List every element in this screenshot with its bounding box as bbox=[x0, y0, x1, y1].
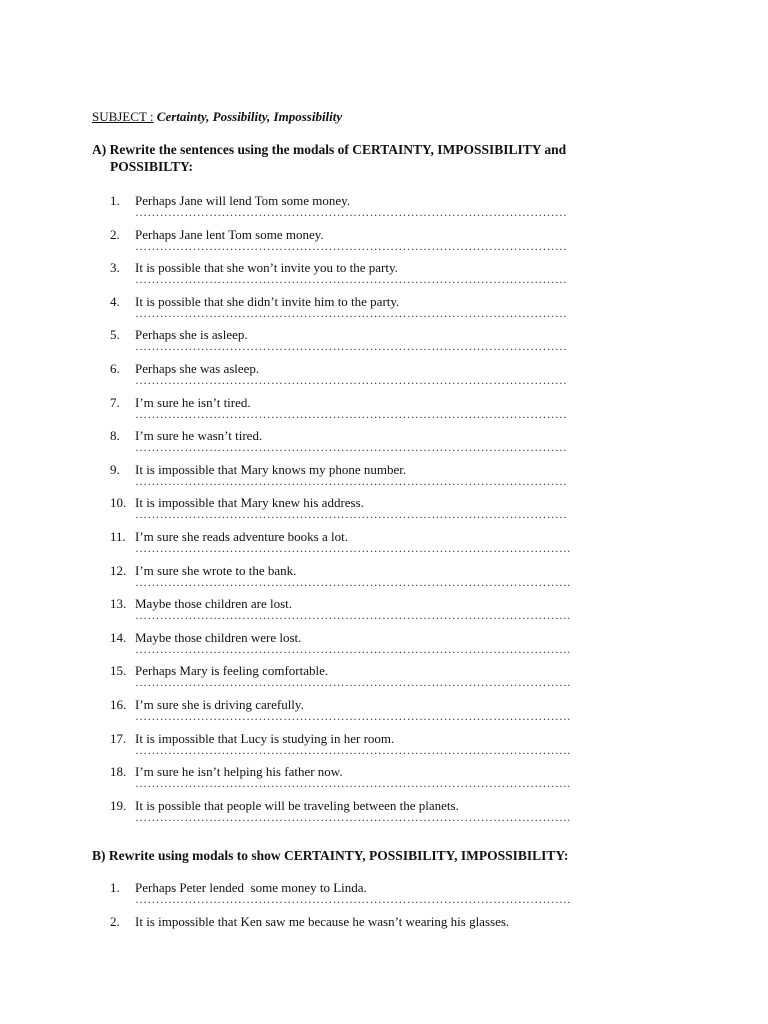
answer-dotted-line[interactable]: …………………………………………………………………………………………… bbox=[135, 305, 568, 320]
section-a-exercise-list bbox=[110, 192, 650, 830]
subject-value: Certainty, Possibility, Impossibility bbox=[156, 109, 343, 124]
answer-dotted-line[interactable]: ……………………………………………………………………………………………. bbox=[135, 540, 571, 555]
item-sentence: Perhaps she was asleep. bbox=[135, 360, 260, 376]
item-sentence: Maybe those children are lost. bbox=[135, 596, 293, 612]
answer-dotted-line[interactable]: ……………………………………………………………………………………………. bbox=[135, 608, 571, 623]
item-number: 19. bbox=[110, 797, 127, 813]
item-sentence: Perhaps she is asleep. bbox=[135, 327, 248, 343]
exercise-item bbox=[110, 192, 650, 226]
answer-dotted-line[interactable]: …………………………………………………………………………………………… bbox=[135, 339, 568, 354]
section-b-heading: B) Rewrite using modals to show CERTAINTY, POSSIBILITY, IMPOSSIBILITY: bbox=[92, 848, 569, 863]
item-sentence: I’m sure he isn’t tired. bbox=[135, 394, 251, 410]
item-number: 14. bbox=[110, 629, 127, 645]
item-number: 16. bbox=[110, 696, 127, 712]
answer-dotted-line[interactable]: …………………………………………………………………………………………… bbox=[135, 507, 568, 522]
item-sentence: It is impossible that Mary knows my phone number. bbox=[135, 461, 407, 477]
item-sentence: I’m sure she reads adventure books a lot. bbox=[135, 528, 348, 544]
exercise-item bbox=[110, 494, 650, 528]
item-sentence: It is possible that she won’t invite you to the party. bbox=[135, 260, 398, 276]
item-sentence: I’m sure she is driving carefully. bbox=[135, 696, 304, 712]
answer-dotted-line[interactable]: …………………………………………………………………………………………… bbox=[135, 205, 568, 219]
item-number: 3. bbox=[110, 260, 120, 276]
exercise-item bbox=[110, 394, 650, 428]
section-a-heading: A) Rewrite the sentences using the modals of CERTAINTY, IMPOSSIBILITY and bbox=[92, 142, 567, 157]
answer-dotted-line[interactable]: …………………………………………………………………………………………… bbox=[135, 440, 568, 455]
item-number: 8. bbox=[110, 428, 120, 444]
section-b-exercise-list bbox=[110, 879, 650, 946]
exercise-item bbox=[110, 326, 650, 360]
item-number: 15. bbox=[110, 663, 127, 679]
item-sentence: Perhaps Jane will lend Tom some money. bbox=[135, 193, 351, 208]
item-number: 2. bbox=[110, 913, 120, 929]
item-sentence: I’m sure she wrote to the bank. bbox=[135, 562, 297, 578]
item-sentence: It is impossible that Mary knew his address. bbox=[135, 495, 364, 511]
item-number: 6. bbox=[110, 360, 120, 376]
item-number: 13. bbox=[110, 596, 127, 612]
exercise-item bbox=[110, 562, 650, 596]
answer-dotted-line[interactable]: ……………………………………………………………………………………………. bbox=[135, 641, 571, 656]
answer-dotted-line[interactable]: ……………………………………………………………………………………………. bbox=[135, 776, 571, 791]
item-sentence: Perhaps Jane lent Tom some money. bbox=[135, 226, 324, 242]
exercise-item bbox=[110, 662, 650, 696]
answer-dotted-line[interactable]: ……………………………………………………………………………………………. bbox=[135, 708, 571, 723]
answer-dotted-line[interactable]: ……………………………………………………………………………………………. bbox=[135, 742, 571, 757]
exercise-item bbox=[110, 360, 650, 394]
exercise-item bbox=[110, 461, 650, 495]
item-number: 11. bbox=[110, 528, 126, 544]
item-sentence: It is possible that people will be traveling between the planets. bbox=[135, 797, 459, 813]
exercise-item bbox=[110, 259, 650, 293]
answer-dotted-line[interactable]: ……………………………………………………………………………………………. bbox=[135, 892, 571, 906]
item-sentence: Maybe those children were lost. bbox=[135, 629, 302, 645]
subject-line bbox=[92, 108, 342, 126]
item-sentence: Perhaps Peter lended some money to Linda. bbox=[135, 880, 367, 895]
exercise-item bbox=[110, 797, 650, 831]
subject-label: SUBJECT : bbox=[92, 109, 154, 124]
item-number: 1. bbox=[110, 880, 120, 895]
exercise-item bbox=[110, 427, 650, 461]
item-number: 4. bbox=[110, 293, 120, 309]
exercise-item bbox=[110, 879, 650, 913]
exercise-item bbox=[110, 226, 650, 260]
item-sentence: It is impossible that Lucy is studying in her room. bbox=[135, 730, 395, 746]
item-number: 18. bbox=[110, 764, 127, 780]
item-sentence: Perhaps Mary is feeling comfortable. bbox=[135, 663, 329, 679]
item-number: 9. bbox=[110, 461, 120, 477]
answer-dotted-line[interactable]: ……………………………………………………………………………………………. bbox=[135, 574, 571, 589]
item-number: 17. bbox=[110, 730, 127, 746]
exercise-item bbox=[110, 913, 650, 947]
item-sentence: It is impossible that Ken saw me because he wasn’t wearing his glasses. bbox=[135, 913, 510, 929]
item-number: 5. bbox=[110, 327, 120, 343]
exercise-item bbox=[110, 629, 650, 663]
item-sentence: I’m sure he isn’t helping his father now. bbox=[135, 764, 343, 780]
exercise-item bbox=[110, 293, 650, 327]
item-number: 2. bbox=[110, 226, 120, 242]
item-number: 10. bbox=[110, 495, 127, 511]
answer-dotted-line[interactable]: …………………………………………………………………………………………… bbox=[135, 406, 568, 421]
answer-dotted-line[interactable]: …………………………………………………………………………………………… bbox=[135, 272, 568, 287]
item-sentence: I’m sure he wasn’t tired. bbox=[135, 428, 263, 444]
exercise-item bbox=[110, 696, 650, 730]
exercise-item bbox=[110, 595, 650, 629]
answer-dotted-line[interactable]: ……………………………………………………………………………………………. bbox=[135, 809, 571, 824]
exercise-item bbox=[110, 528, 650, 562]
item-number: 7. bbox=[110, 394, 120, 410]
answer-dotted-line[interactable]: …………………………………………………………………………………………… bbox=[135, 473, 568, 488]
answer-dotted-line[interactable]: …………………………………………………………………………………………… bbox=[135, 238, 568, 253]
item-sentence: It is possible that she didn’t invite him to the party. bbox=[135, 293, 400, 309]
item-number: 12. bbox=[110, 562, 127, 578]
exercise-item bbox=[110, 763, 650, 797]
answer-dotted-line[interactable]: …………………………………………………………………………………………… bbox=[135, 372, 568, 387]
item-number: 1. bbox=[110, 193, 120, 208]
answer-dotted-line[interactable]: ……………………………………………………………………………………………. bbox=[135, 675, 571, 690]
section-a-heading-continued: POSSIBILTY: bbox=[110, 159, 194, 174]
exercise-item bbox=[110, 730, 650, 764]
